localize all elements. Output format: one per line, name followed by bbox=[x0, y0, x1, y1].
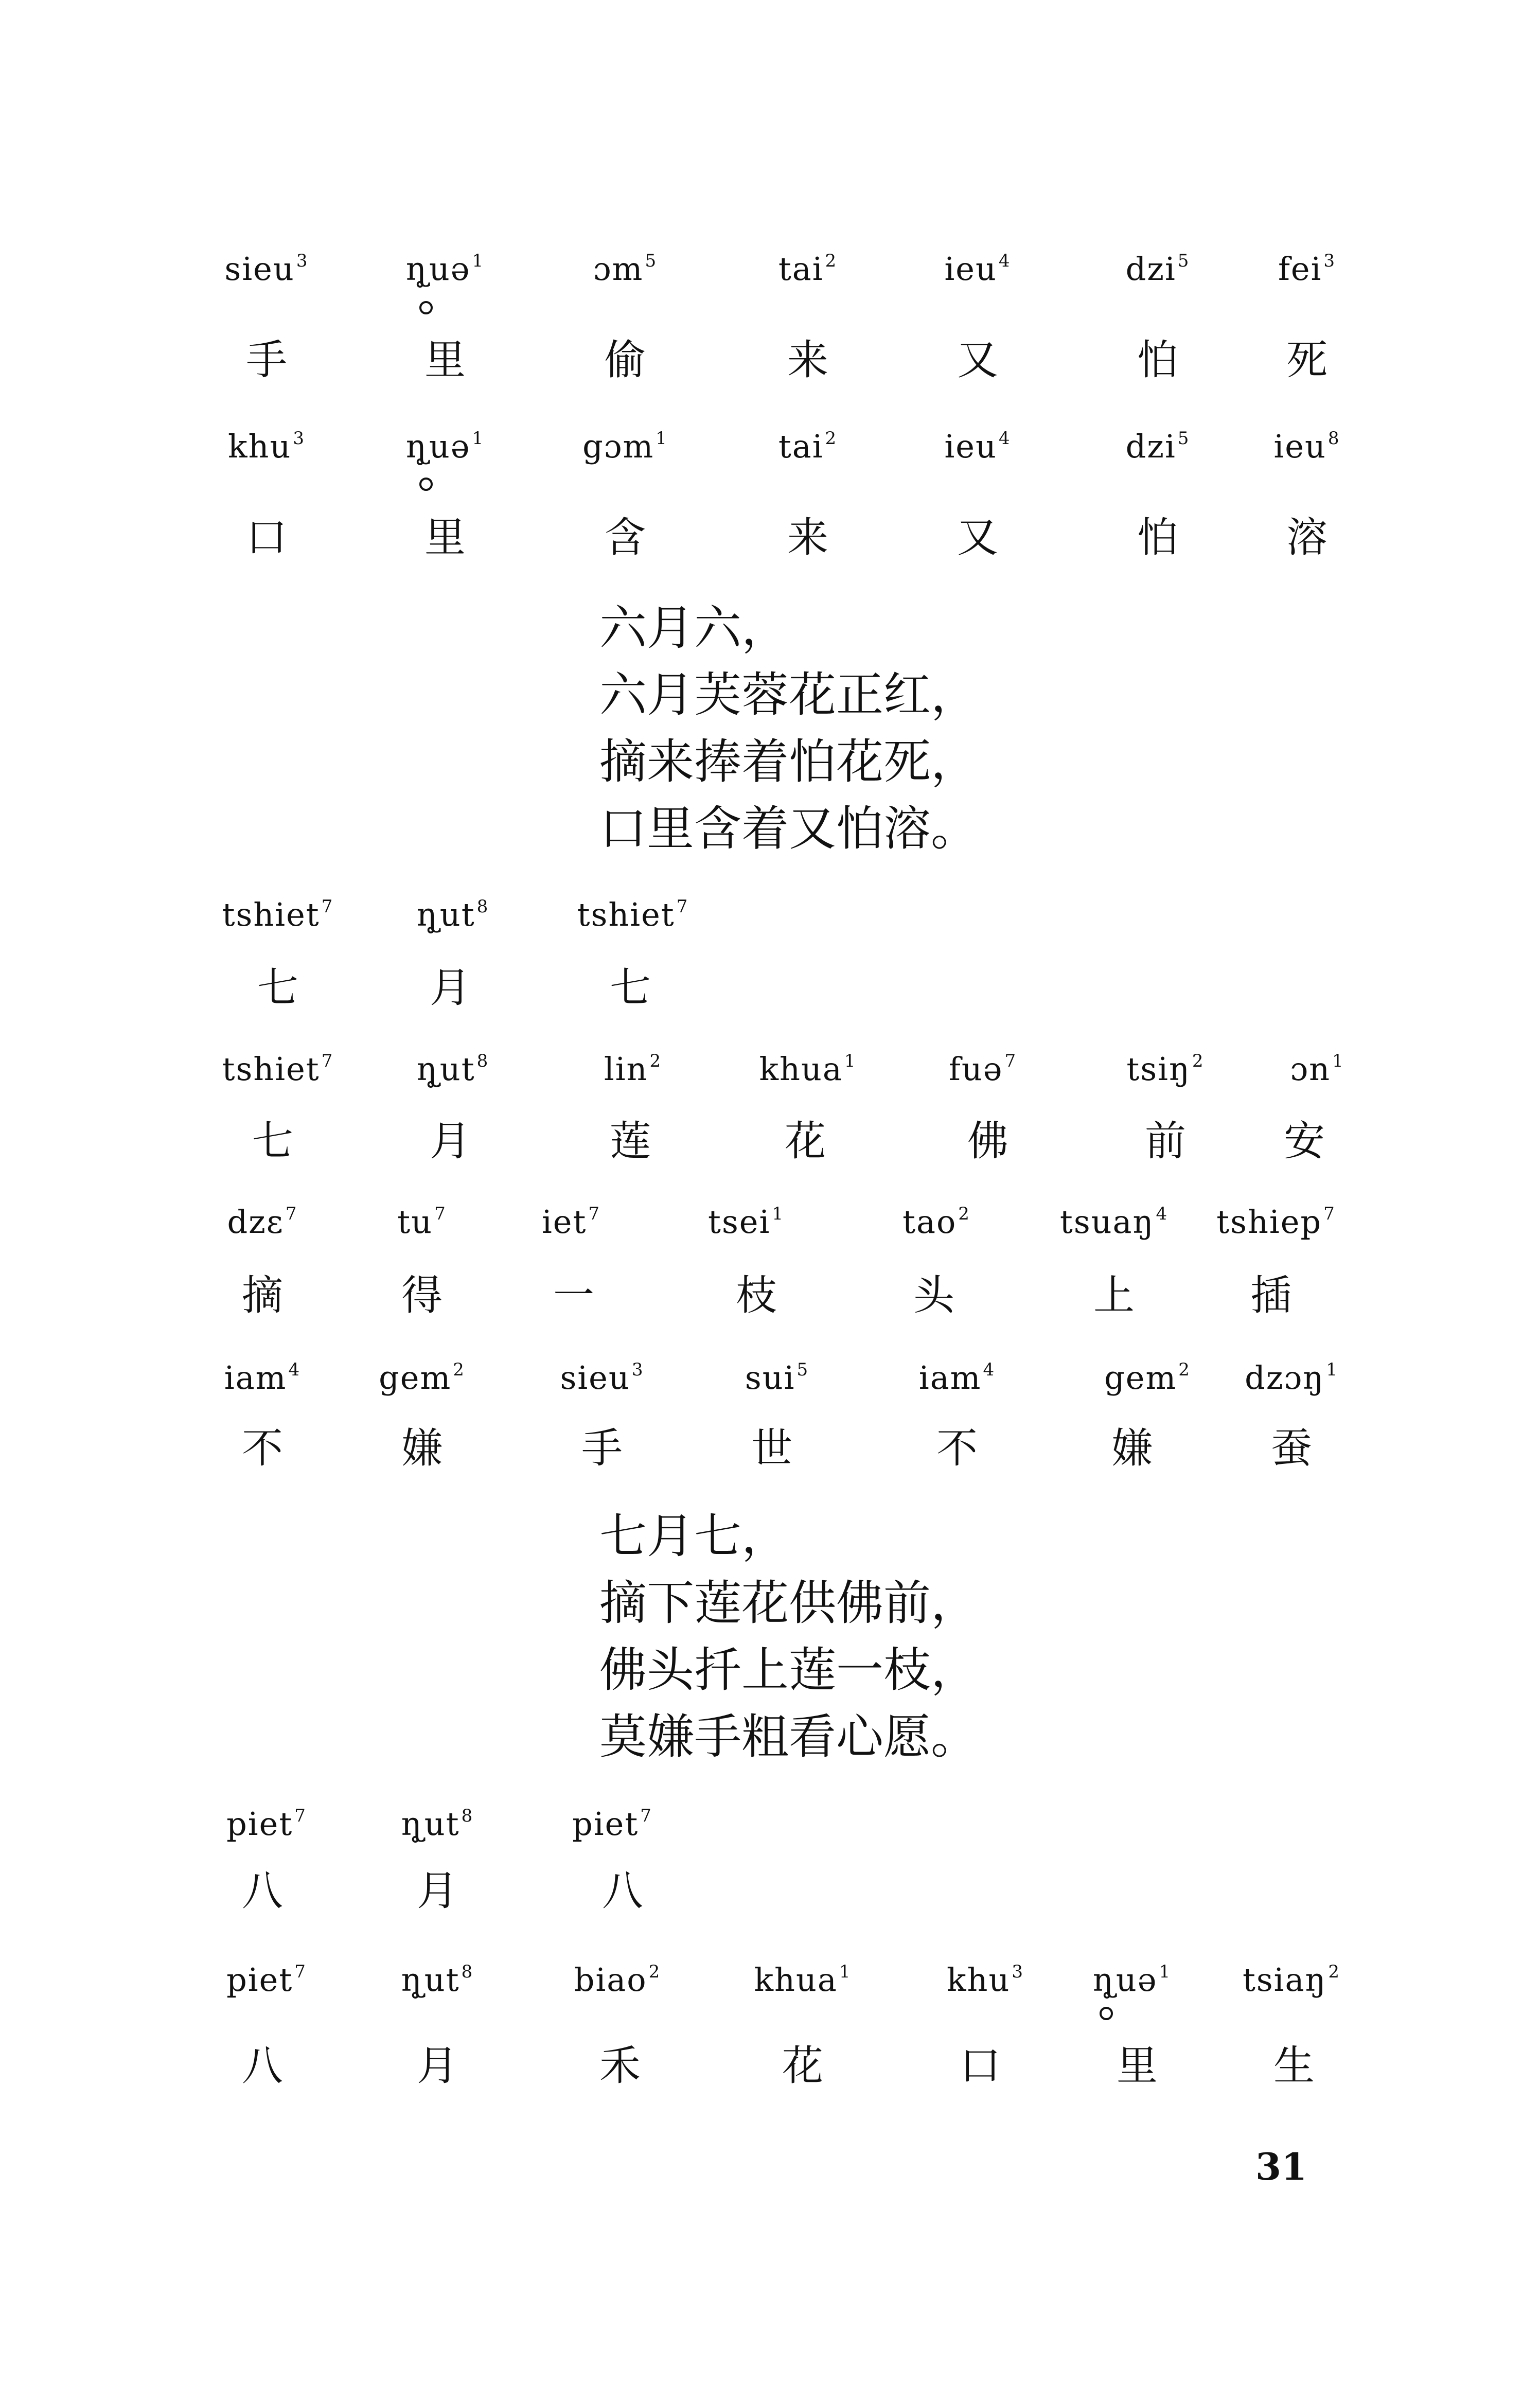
verse-line: 摘下莲花供佛前， bbox=[599, 1576, 979, 1631]
hanzi: 头 bbox=[913, 1271, 954, 1319]
hanzi: 怕 bbox=[1137, 514, 1178, 561]
hanzi: 口 bbox=[246, 514, 287, 561]
syllable: tshiet$^7$ bbox=[222, 896, 334, 933]
syllable: ɳ̥uə$^1$ bbox=[405, 428, 485, 465]
syllable: dzi$^5$ bbox=[1125, 428, 1190, 465]
hanzi: 嫌 bbox=[1111, 1424, 1153, 1472]
hanzi: 不 bbox=[936, 1424, 978, 1472]
syllable: piet$^7$ bbox=[226, 1805, 307, 1843]
syllable: piet$^7$ bbox=[226, 1961, 307, 1999]
syllable: $ɳ̥ut^8$ bbox=[416, 1050, 489, 1088]
tone-mark-icon bbox=[419, 478, 433, 491]
verse-line: 佛头扦上莲一枝， bbox=[599, 1642, 979, 1698]
syllable: khua$^1$ bbox=[759, 1050, 857, 1088]
syllable: tai$^2$ bbox=[778, 428, 838, 465]
hanzi: 又 bbox=[957, 514, 998, 561]
verse-line: 六月芙蓉花正红， bbox=[599, 667, 979, 722]
hanzi: 前 bbox=[1145, 1117, 1186, 1165]
tone-mark-icon bbox=[419, 301, 433, 314]
hanzi: 手 bbox=[246, 336, 287, 384]
hanzi: 里 bbox=[1117, 2042, 1158, 2090]
syllable: tshiet$^7$ bbox=[222, 1050, 334, 1088]
syllable: piet$^7$ bbox=[572, 1805, 652, 1843]
syllable: fei$^3$ bbox=[1278, 250, 1336, 288]
syllable: tsuaŋ$^4$ bbox=[1059, 1203, 1169, 1241]
syllable: gem$^2$ bbox=[1104, 1359, 1191, 1397]
hanzi: 摘 bbox=[242, 1271, 283, 1319]
hanzi: 得 bbox=[401, 1271, 442, 1319]
hanzi: 口 bbox=[960, 2042, 1001, 2090]
syllable: khu$^3$ bbox=[946, 1961, 1024, 1999]
hanzi: 插 bbox=[1250, 1271, 1291, 1319]
hanzi: 里 bbox=[424, 514, 466, 561]
syllable: tsiaŋ$^2$ bbox=[1242, 1961, 1341, 1999]
syllable: tshiet$^7$ bbox=[577, 896, 689, 933]
syllable: dzi$^5$ bbox=[1125, 250, 1190, 288]
hanzi: 生 bbox=[1273, 2042, 1315, 2090]
hanzi: 七 bbox=[252, 1117, 293, 1165]
syllable: gɔm$^1$ bbox=[582, 428, 668, 465]
syllable: dzɔŋ$^1$ bbox=[1245, 1359, 1338, 1397]
hanzi: 月 bbox=[417, 2042, 458, 2090]
hanzi: 枝 bbox=[736, 1271, 777, 1319]
verse-line: 七月七， bbox=[599, 1509, 789, 1564]
syllable: $ɳ̥ut^8$ bbox=[401, 1805, 474, 1843]
hanzi: 里 bbox=[424, 336, 466, 384]
hanzi: 七 bbox=[257, 964, 298, 1012]
hanzi: 莲 bbox=[610, 1117, 651, 1165]
syllable: ɔn$^1$ bbox=[1290, 1050, 1344, 1088]
syllable: ieu$^4$ bbox=[944, 250, 1011, 288]
syllable: ɳ̥uə$^1$ bbox=[405, 250, 485, 288]
hanzi: 上 bbox=[1093, 1271, 1135, 1319]
syllable: iet$^7$ bbox=[541, 1203, 601, 1241]
verse-line: 莫嫌手粗看心愿。 bbox=[599, 1709, 979, 1764]
verse-line: 口里含着又怕溶。 bbox=[599, 801, 979, 856]
hanzi: 禾 bbox=[599, 2042, 641, 2090]
hanzi: 来 bbox=[787, 514, 828, 561]
hanzi: 安 bbox=[1284, 1117, 1325, 1165]
syllable: $ɳ̥ut^8$ bbox=[416, 896, 489, 933]
hanzi: 花 bbox=[782, 2042, 823, 2090]
hanzi: 一 bbox=[553, 1271, 594, 1319]
syllable: lin$^2$ bbox=[604, 1050, 662, 1088]
hanzi: 来 bbox=[787, 336, 828, 384]
page-number: 31 bbox=[1255, 2145, 1307, 2188]
syllable: sieu$^3$ bbox=[560, 1359, 644, 1397]
verse-line: 六月六， bbox=[599, 600, 789, 656]
syllable: khua$^1$ bbox=[754, 1961, 852, 1999]
syllable: tsiŋ$^2$ bbox=[1126, 1050, 1205, 1088]
hanzi: 世 bbox=[751, 1424, 792, 1472]
syllable: ieu$^8$ bbox=[1273, 428, 1340, 465]
hanzi: 八 bbox=[242, 2042, 283, 2090]
syllable: tai$^2$ bbox=[778, 250, 838, 288]
hanzi: 手 bbox=[581, 1424, 623, 1472]
syllable: ɳ̥uə$^1$ bbox=[1092, 1961, 1172, 1999]
syllable: ieu$^4$ bbox=[944, 428, 1011, 465]
syllable: sieu$^3$ bbox=[224, 250, 309, 288]
syllable: $ɳ̥ut^8$ bbox=[401, 1961, 474, 1999]
hanzi: 花 bbox=[785, 1117, 826, 1165]
syllable: tsei$^1$ bbox=[708, 1203, 784, 1241]
hanzi: 死 bbox=[1286, 336, 1327, 384]
syllable: gem$^2$ bbox=[379, 1359, 465, 1397]
hanzi: 又 bbox=[957, 336, 998, 384]
hanzi: 月 bbox=[430, 1117, 471, 1165]
verse-line: 摘来捧着怕花死， bbox=[599, 734, 979, 789]
syllable: iam$^4$ bbox=[918, 1359, 996, 1397]
hanzi: 不 bbox=[242, 1424, 283, 1472]
hanzi: 七 bbox=[610, 964, 651, 1012]
syllable: iam$^4$ bbox=[224, 1359, 301, 1397]
hanzi: 怕 bbox=[1137, 336, 1178, 384]
syllable: $tu^7$ bbox=[397, 1203, 447, 1241]
hanzi: 含 bbox=[605, 514, 646, 561]
hanzi: 溶 bbox=[1286, 514, 1327, 561]
hanzi: 嫌 bbox=[401, 1424, 442, 1472]
syllable: tshiep$^7$ bbox=[1216, 1203, 1336, 1241]
hanzi: 月 bbox=[430, 964, 471, 1012]
syllable: dzɛ$^7$ bbox=[227, 1203, 298, 1241]
syllable: tao$^2$ bbox=[902, 1203, 970, 1241]
hanzi: 蚕 bbox=[1271, 1424, 1312, 1472]
syllable: khu$^3$ bbox=[227, 428, 306, 465]
hanzi: 偷 bbox=[605, 336, 646, 384]
hanzi: 月 bbox=[417, 1867, 458, 1915]
hanzi: 八 bbox=[602, 1867, 643, 1915]
syllable: biao$^2$ bbox=[574, 1961, 661, 1999]
syllable: sui$^5$ bbox=[745, 1359, 809, 1397]
hanzi: 八 bbox=[242, 1867, 283, 1915]
syllable: fuə$^7$ bbox=[948, 1050, 1017, 1088]
tone-mark-icon bbox=[1100, 2007, 1113, 2020]
syllable: ɔm$^5$ bbox=[593, 250, 658, 288]
hanzi: 佛 bbox=[967, 1117, 1008, 1165]
